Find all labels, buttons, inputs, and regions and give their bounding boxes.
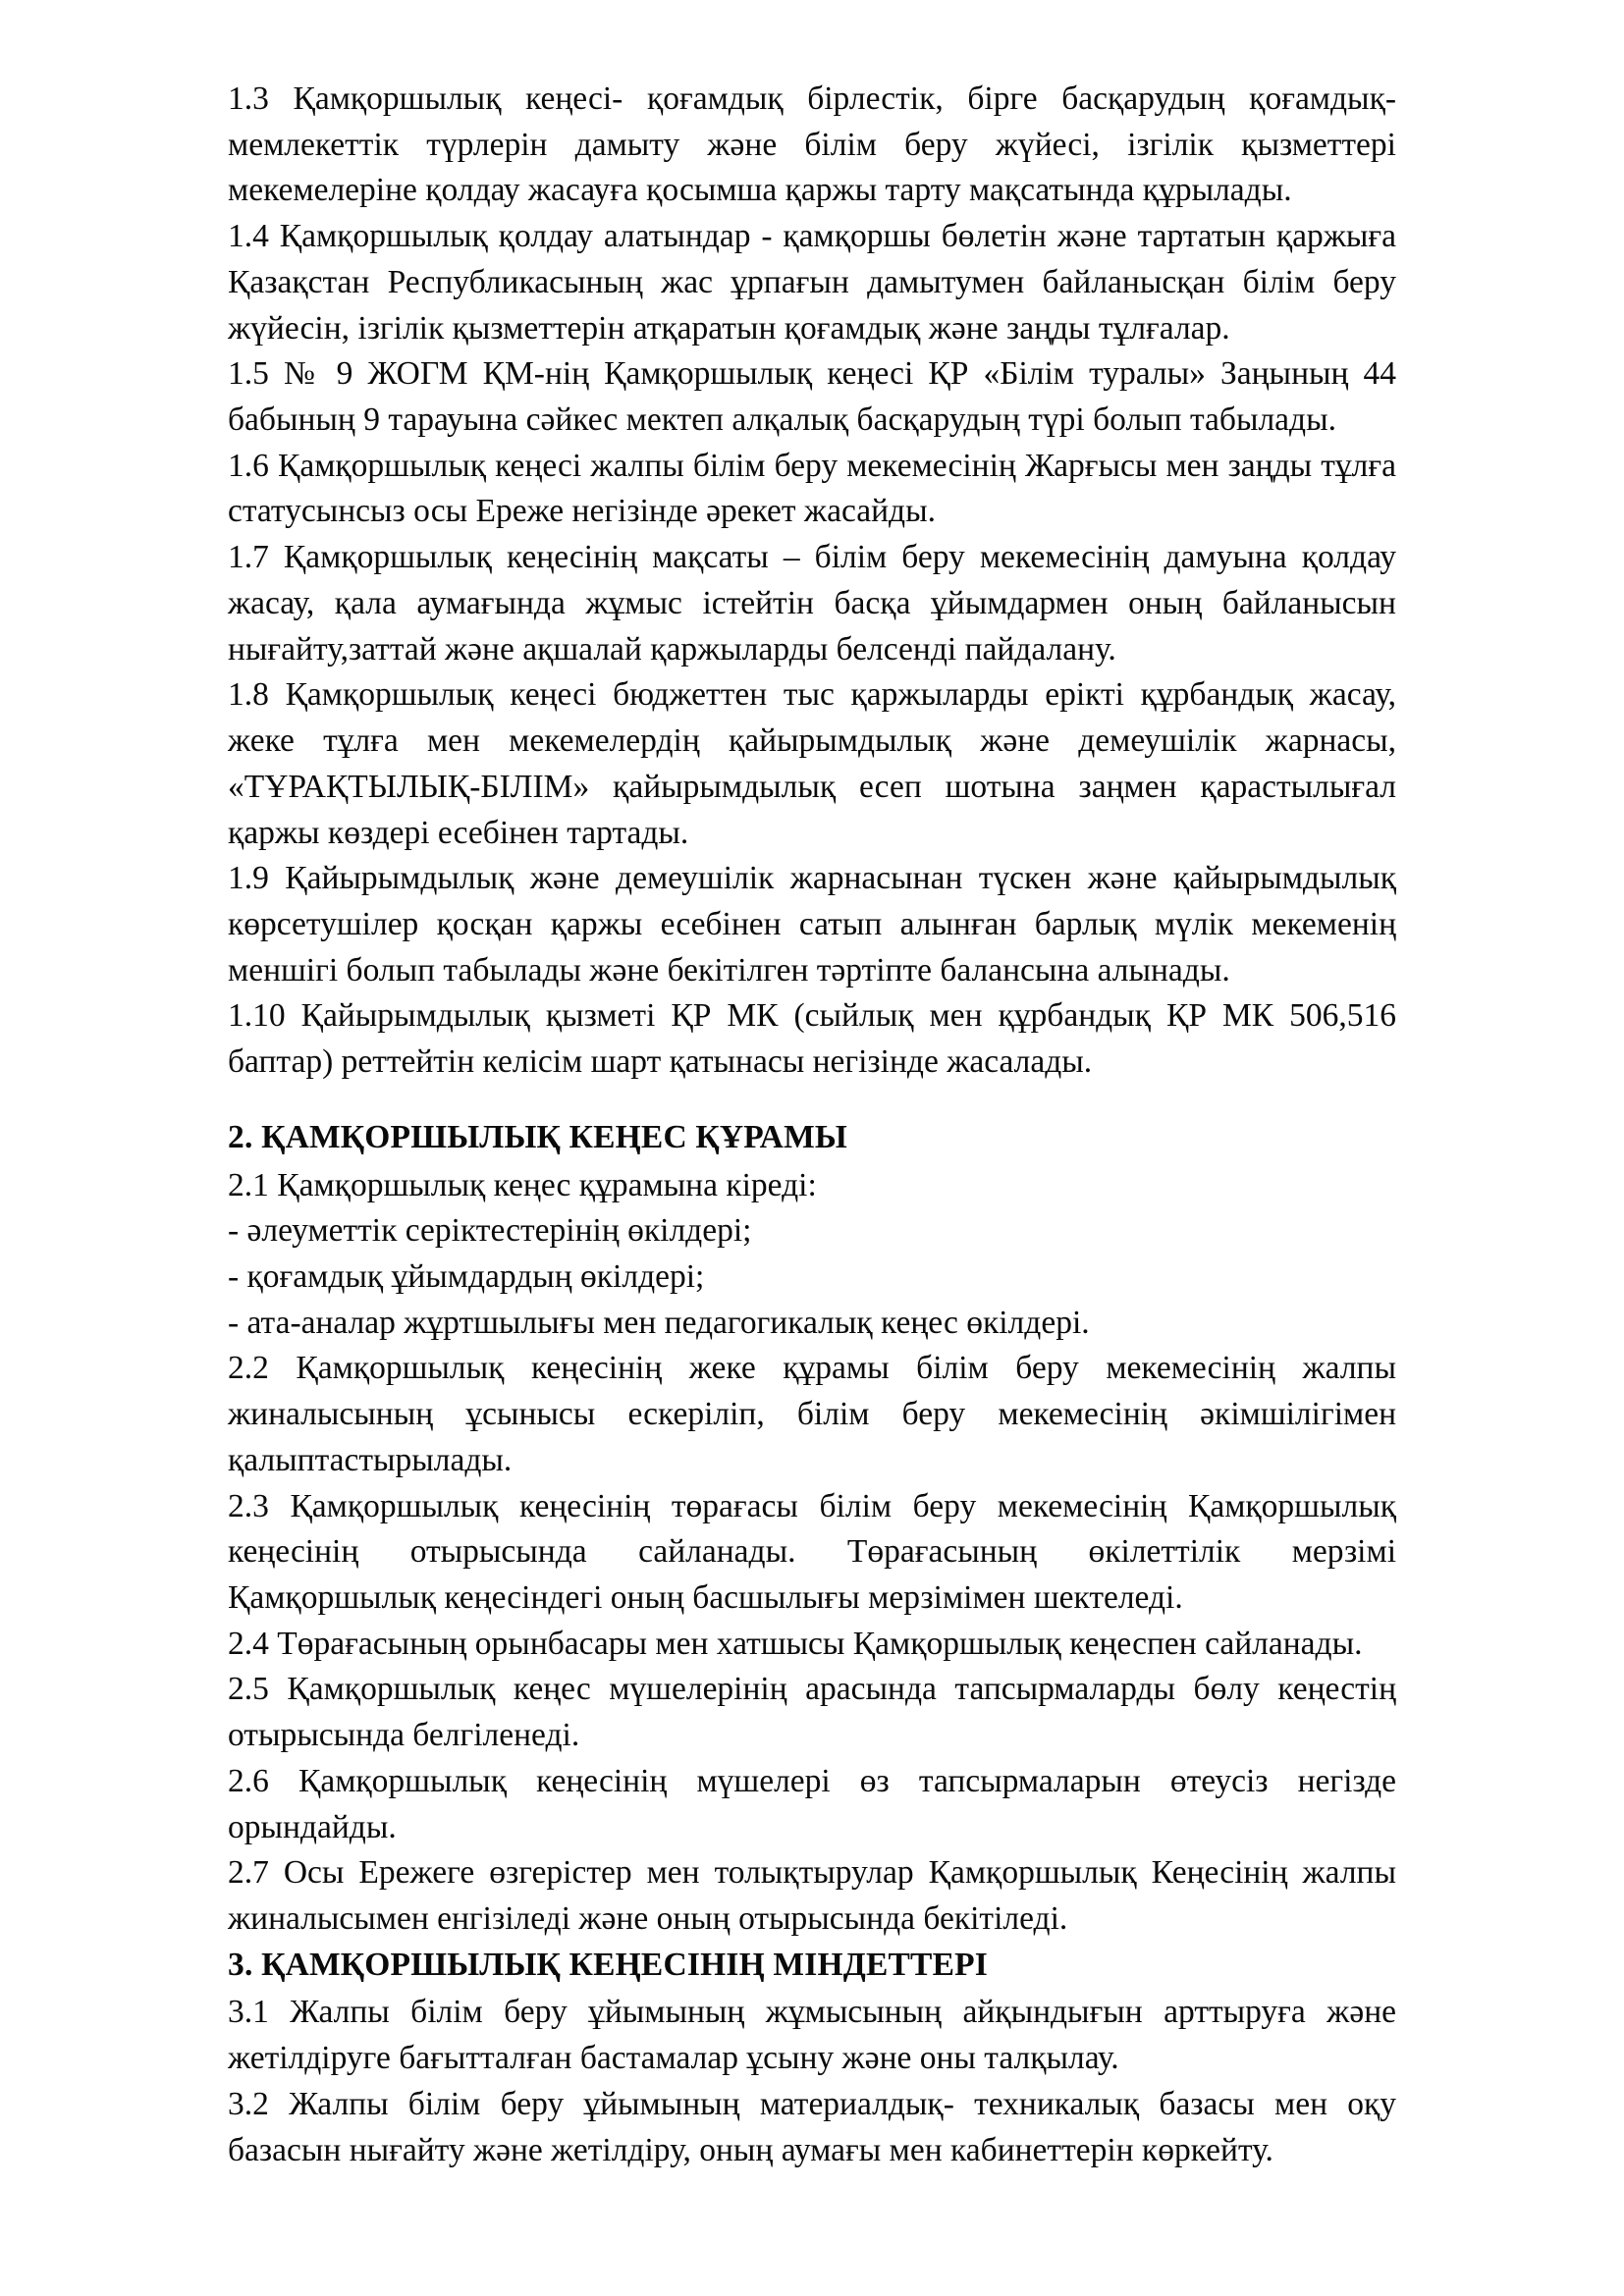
body-paragraph: 2.1 Қамқоршылық кеңес құрамына кіреді: [228,1166,817,1203]
list-item: - қоғамдық ұйымдардың өкілдері; [228,1257,705,1295]
body-paragraph: 1.10 Қайырымдылық қызметі ҚР МК (сыйлық мен құрбандық ҚР МК 506,516 баптар) реттейтін келісім шарт қатынасы негізінде жасалады. [228,997,1396,1081]
section-heading: 2. ҚАМҚОРШЫЛЫҚ КЕҢЕС ҚҰРАМЫ [228,1118,847,1155]
body-paragraph: 1.3 Қамқоршылық кеңесі- қоғамдық бірлестік, бірге басқарудың қоғамдық-мемлекеттік түрлерін дамыту және білім беру жүйесі, ізгілік қызметтері мекемелеріне қолдау жасауға қосымша қаржы тарту мақсатында құрылады. [228,80,1396,209]
body-paragraph: 2.7 Осы Ережеге өзгерістер мен толықтырулар Қамқоршылық Кеңесінің жалпы жиналысымен енгізіледі және оның отырысында бекітіледі. [228,1854,1396,1938]
body-paragraph: 3.1 Жалпы білім беру ұйымының жұмысының айқындығын арттыруға және жетілдіруге бағытталған бастамалар ұсыну және оны талқылау. [228,1994,1396,2077]
list-item: - әлеуметтік серіктестерінің өкілдері; [228,1212,752,1250]
body-paragraph: 1.4 Қамқоршылық қолдау алатындар - қамқоршы бөлетін және тартатын қаржыға Қазақстан Республикасының жас ұрпағын дамытумен байланысқан білім беру жүйесін, ізгілік қызметтерін атқаратын қоғамдық және заңды тұлғалар. [228,218,1396,347]
list-item: - ата-аналар жұртшылығы мен педагогикалық кеңес өкілдері. [228,1304,1090,1341]
body-paragraph: 1.9 Қайырымдылық және демеушілік жарнасынан түскен және қайырымдылық көрсетушілер қосқан қаржы есебінен сатып алынған барлық мүлік мекеменің меншігі болып табылады және бекітілген тәртіпте балансына алынады. [228,860,1396,988]
body-paragraph: 1.7 Қамқоршылық кеңесінің мақсаты – білім беру мекемесінің дамуына қолдау жасау, қала аумағында жұмыс істейтін басқа ұйымдармен оның байланысын нығайту,заттай және ақшалай қаржыларды белсенді пайдалану. [228,539,1396,667]
body-paragraph: 2.5 Қамқоршылық кеңес мүшелерінің арасында тапсырмаларды бөлу кеңестің отырысында белгіленеді. [228,1671,1396,1754]
body-paragraph: 1.6 Қамқоршылық кеңесі жалпы білім беру мекемесінің Жарғысы мен заңды тұлға статусынсыз осы Ереже негізінде әрекет жасайды. [228,447,1396,530]
document-body [228,77,1396,2173]
body-paragraph: 1.5 № 9 ЖОГМ ҚМ-нің Қамқоршылық кеңесі ҚР «Білім туралы» Заңының 44 бабының 9 тарауына сәйкес мектеп алқалық басқарудың түрі болып табылады. [228,355,1396,439]
body-paragraph: 1.8 Қамқоршылық кеңесі бюджеттен тыс қаржыларды ерікті құрбандық жасау, жеке тұлға мен мекемелердің қайырымдылық және демеушілік жарнасы, «ТҰРАҚТЫЛЫҚ-БІЛІМ» қайырымдылық есеп шотына заңмен қарастылығал қаржы көздері есебінен тартады. [228,676,1396,851]
body-paragraph: 2.3 Қамқоршылық кеңесінің төрағасы білім беру мекемесінің Қамқоршылық кеңесінің отырысында сайланады. Төрағасының өкілеттілік мерзімі Қамқоршылық кеңесіндегі оның басшылығы мерзімімен шектеледі. [228,1487,1396,1616]
body-paragraph: 2.6 Қамқоршылық кеңесінің мүшелері өз тапсырмаларын өтеусіз негізде орындайды. [228,1762,1396,1845]
section-heading: 3. ҚАМҚОРШЫЛЫҚ КЕҢЕСІНІҢ МІНДЕТТЕРІ [228,1946,989,1983]
body-paragraph: 2.4 Төрағасының орынбасары мен хатшысы Қамқоршылық кеңеспен сайланады. [228,1625,1363,1662]
body-paragraph: 2.2 Қамқоршылық кеңесінің жеке құрамы білім беру мекемесінің жалпы жиналысының ұсынысы ескеріліп, білім беру мекемесінің әкімшілігімен қалыптастырылады. [228,1350,1396,1478]
body-paragraph: 3.2 Жалпы білім беру ұйымының материалдық- техникалық базасы мен оқу базасын нығайту және жетілдіру, оның аумағы мен кабинеттерін көркейту. [228,2085,1396,2168]
